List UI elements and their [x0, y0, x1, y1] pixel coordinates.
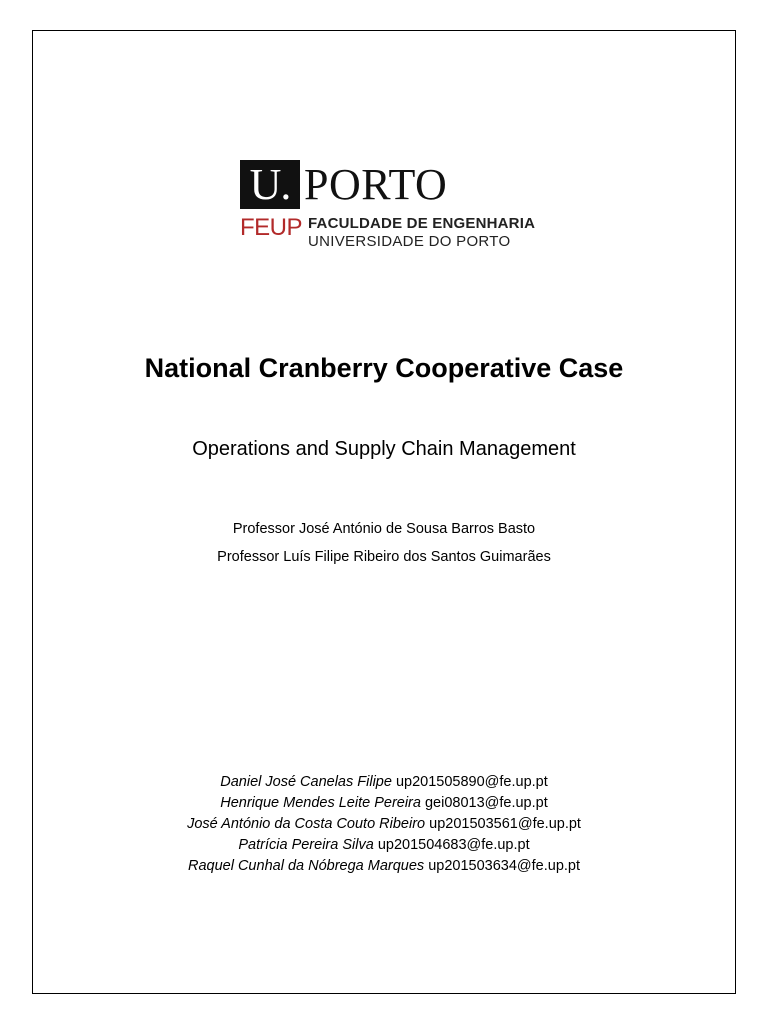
author-line — [0, 793, 768, 814]
author-email: up201503634@fe.up.pt — [428, 858, 580, 874]
logo-university-line: UNIVERSIDADE DO PORTO — [308, 233, 511, 250]
logo-feup-text: FEUP — [240, 214, 303, 241]
author-line — [0, 835, 768, 856]
logo-faculty-line: FACULDADE DE ENGENHARIA — [308, 215, 536, 232]
author-email: up201503561@fe.up.pt — [429, 816, 581, 832]
author-email: up201505890@fe.up.pt — [395, 774, 548, 790]
author-name: Raquel Cunhal da Nóbrega Marques — [187, 858, 425, 874]
author-name: Daniel José Canelas Filipe — [220, 774, 392, 790]
author-line — [0, 814, 768, 835]
author-email: up201504683@fe.up.pt — [377, 837, 530, 853]
professor-list — [0, 515, 768, 571]
university-logo — [240, 160, 560, 260]
author-line — [0, 856, 768, 877]
document-title: National Cranberry Cooperative Case — [144, 353, 624, 383]
author-name: Henrique Mendes Leite Pereira — [220, 795, 421, 811]
logo-uporto — [240, 160, 447, 209]
logo-porto-text: PORTO — [304, 160, 448, 209]
author-line — [0, 772, 768, 793]
professor-line: Professor Luís Filipe Ribeiro dos Santos Guimarães — [217, 549, 551, 565]
professor-line: Professor José António de Sousa Barros Basto — [232, 521, 536, 537]
author-name: José António da Costa Couto Ribeiro — [187, 816, 426, 832]
author-name: Patrícia Pereira Silva — [238, 837, 374, 853]
document-subtitle: Operations and Supply Chain Management — [192, 438, 576, 460]
author-email: gei08013@fe.up.pt — [424, 795, 548, 811]
logo-u-mark: U. — [240, 160, 300, 209]
author-list — [0, 772, 768, 877]
